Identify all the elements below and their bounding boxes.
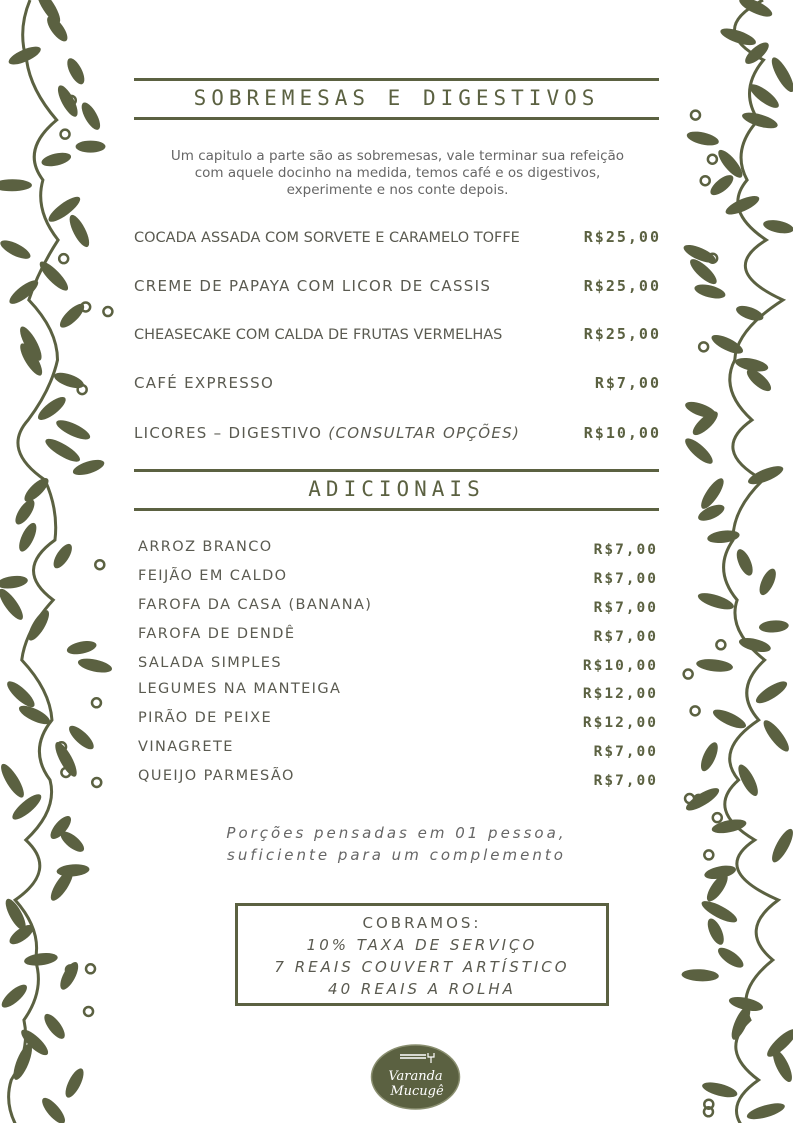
item-price: R$7,00 [593,773,658,789]
leaf [0,237,33,263]
item-price: R$7,00 [594,374,661,392]
leaf [753,678,790,707]
menu-item [134,424,661,442]
leaf [57,828,87,855]
leaf [715,944,746,971]
item-price: R$7,00 [593,571,658,587]
item-price: R$25,00 [583,228,661,246]
leaf [696,657,734,673]
leaf [685,129,720,148]
leaf [704,916,727,947]
leaf [746,463,785,488]
berry [95,560,104,569]
berry [708,155,717,164]
berry [84,1007,93,1016]
addition-item [138,568,658,587]
item-price: R$7,00 [593,629,658,645]
leaf [693,282,727,301]
charge-line: 10% TAXA DE SERVIÇO [306,936,538,954]
section-title-additions: ADICIONAIS [308,477,485,501]
divider [134,117,659,120]
leaf [56,863,90,877]
berry [103,307,112,316]
item-price: R$10,00 [583,424,661,442]
item-name: CREME DE PAPAYA COM LICOR DE CASSIS [134,277,492,295]
leaf [54,416,93,443]
addition-item [138,681,658,702]
item-price: R$7,00 [593,744,658,760]
item-name: COCADA ASSADA COM SORVETE E CARAMELO TOFFE [134,230,520,246]
item-name: QUEIJO PARMESÃO [138,768,295,784]
berry [699,342,708,351]
leaf [52,370,86,392]
berry [685,794,694,803]
leaf [10,1042,36,1083]
divider [134,78,659,81]
leaf [62,1066,87,1100]
berry [701,176,710,185]
restaurant-logo [370,1043,461,1111]
item-price: R$25,00 [583,277,661,295]
leaf [77,656,114,675]
leaf [41,1011,69,1042]
leaf [711,706,749,732]
leaf [12,497,38,528]
addition-item [138,539,658,558]
item-name: FAROFA DA CASA (BANANA) [138,597,373,613]
leaf [760,717,793,755]
menu-item [134,374,661,392]
leaf [0,574,29,590]
berry [684,670,693,679]
leaf [701,1079,739,1100]
leaf [4,678,38,711]
leaf [50,541,75,571]
leaf [756,566,779,597]
leaf [66,639,98,657]
menu-item [134,325,661,343]
leaf [737,0,775,20]
item-name: CAFÉ EXPRESSO [134,374,275,392]
leaf [0,179,32,191]
leaf [66,212,93,249]
addition-item [138,768,658,789]
leaf [762,218,793,236]
charge-line: 7 REAIS COUVERT ARTÍSTICO [274,958,570,976]
intro-line: com aquele docinho na medida, temos café e os digestivos, [194,165,601,181]
addition-item [138,626,658,645]
leaf [6,277,41,308]
intro-text [130,148,665,199]
leaf [16,521,40,554]
addition-item [138,739,658,760]
leaf [768,55,793,95]
berry [691,706,700,715]
divider [134,508,659,511]
leaf [699,897,740,926]
leaf [0,981,30,1011]
leaf [696,501,727,524]
leaf [76,141,106,153]
charges-title: COBRAMOS: [362,914,482,932]
item-price: R$12,00 [582,715,658,731]
note-line: suficiente para um complemento [227,846,566,864]
leaf [734,303,765,324]
leaf [21,475,52,506]
berry [92,698,101,707]
leaf [0,761,28,800]
portion-note [134,822,659,866]
leaf [707,529,741,545]
intro-line: experimente e nos conte depois. [286,182,509,198]
intro-line: Um capitulo a parte são as sobremesas, vale terminar sua refeição [170,148,625,164]
leaf [698,740,722,773]
berry [704,850,713,859]
berry [86,964,95,973]
leaf [78,100,104,133]
berry [92,778,101,787]
leaf [35,393,69,423]
menu-item [134,277,661,295]
leaf [718,25,757,49]
leaf [682,435,716,468]
berry [716,640,725,649]
leaf [64,56,88,87]
leaf [23,951,58,967]
leaf [733,547,756,578]
divider [134,469,659,472]
item-name: FAROFA DE DENDÊ [138,626,296,642]
item-price: R$25,00 [583,325,661,343]
leaf [40,150,72,168]
item-name: FEIJÃO EM CALDO [138,568,288,584]
menu-item [134,228,661,246]
leaf-vine-decoration-right [673,0,793,1123]
addition-item [138,655,658,674]
leaf [66,722,98,753]
charge-line: 40 REAIS A ROLHA [328,980,516,998]
addition-item [138,597,658,616]
logo-text-line2: Mucugê [390,1084,444,1099]
leaf [9,790,45,823]
leaf [759,619,790,633]
item-price: R$7,00 [593,542,658,558]
item-name: LEGUMES NA MANTEIGA [138,681,342,697]
berry [713,813,722,822]
leaf [740,109,779,131]
item-name: SALADA SIMPLES [138,655,282,671]
leaf-vine-decoration-left [0,0,120,1123]
note-line: Porções pensadas em 01 pessoa, [226,824,567,842]
item-price: R$10,00 [582,658,658,674]
item-name: VINAGRETE [138,739,234,755]
page-title: SOBREMESAS E DIGESTIVOS [193,86,600,110]
leaf [17,702,53,728]
leaf [696,590,736,613]
leaf [43,435,83,466]
leaf [745,1100,786,1123]
item-name: CHEASECAKE COM CALDA DE FRUTAS VERMELHAS [134,327,503,343]
item-price: R$7,00 [593,600,658,616]
logo-text-line1: Varanda [388,1069,443,1084]
leaf [728,1004,754,1042]
item-price: R$12,00 [582,686,658,702]
item-name: PIRÃO DE PEIXE [138,710,273,726]
leaf [768,826,793,865]
charges-box [235,903,609,1006]
berry [59,254,68,263]
leaf [0,586,27,623]
leaf [681,968,719,982]
item-name: ARROZ BRANCO [138,539,273,555]
berry [61,130,70,139]
item-note: (CONSULTAR OPÇÕES) [328,424,521,442]
leaf [707,172,736,199]
leaf [38,1095,68,1123]
addition-item [138,710,658,731]
berry [691,111,700,120]
leaf [25,607,53,643]
item-name: LICORES – DIGESTIVO [134,424,323,442]
